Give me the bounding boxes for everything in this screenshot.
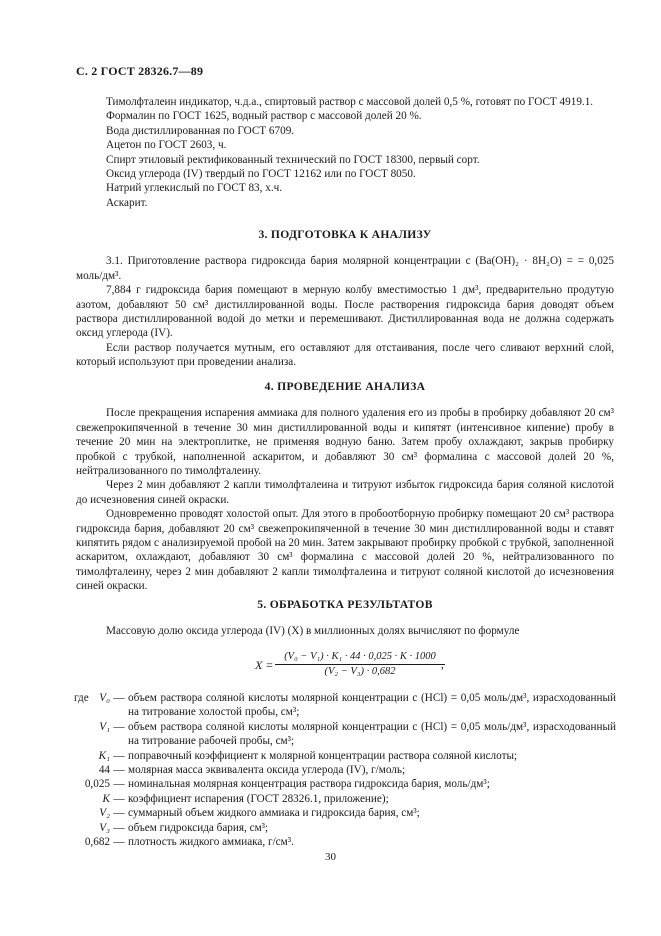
definition-symbol: 0,025 [84, 778, 110, 791]
definition-row [76, 792, 616, 806]
dash: — [113, 692, 125, 704]
reagent-item: Оксид углерода (IV) твердый по ГОСТ 12162 или по ГОСТ 8050. [106, 168, 416, 181]
dash: — [113, 821, 125, 834]
definition-text: поправочный коэффициент к молярной концентрации раствора соляной кислоты; [128, 749, 518, 762]
definition-symbol: K [102, 792, 110, 805]
dash: — [113, 807, 125, 820]
section-heading: 4. ПРОВЕДЕНИЕ АНАЛИЗА [264, 380, 426, 393]
reagent-item: Аскарит. [106, 196, 148, 209]
section-heading: 3. ПОДГОТОВКА К АНАЛИЗУ [258, 228, 432, 241]
variable-definitions [76, 691, 616, 849]
section-5 [76, 598, 614, 639]
reagent-item: Формалин по ГОСТ 1625, водный раствор с массовой долей 20 %. [106, 110, 422, 123]
reagent-item: Натрий углекислый по ГОСТ 83, х.ч. [106, 182, 283, 195]
paragraph: Одновременно проводят холостой опыт. Для этого в пробоотборную пробирку помещают 20 см³ раствора гидроксида бария, добавляют 20 см³ свежепрокипяченной в течение 30 мин дистиллированной воды и ставят кипятить рядом с анализируемой пробой на 20 мин. Затем закрывают пробирку пробкой с трубкой, заполненной аскаритом, охлаждают, добавляют 30 см³ формалина с массовой долей 20 %, нейтрализованного по тимолфталеину, через 2 мин добавляют 2 капли тимолфталеина и титруют соляной кислотой до исчезновения синей окраски. [76, 508, 614, 593]
formula [255, 650, 495, 680]
reagent-item: Вода дистиллированная по ГОСТ 6709. [106, 124, 295, 137]
reagent-item: Ацетон по ГОСТ 2603, ч. [106, 139, 227, 152]
dash: — [113, 792, 125, 805]
definition-row [76, 806, 616, 820]
definition-row [76, 777, 616, 791]
paragraph: Если раствор получается мутным, его оставляют для отстаивания, после чего сливают верхний слой, который используют при проведении анализа. [76, 341, 614, 369]
definition-row [76, 749, 616, 763]
paragraph: 3.1. Приготовление раствора гидроксида бария молярной концентрации c (Ba(OH)₂ · 8H₂O) = = 0,025 моль/дм³. [76, 255, 614, 282]
definition-symbol: 0,682 [84, 836, 110, 849]
section-4 [76, 380, 614, 594]
definition-row [76, 835, 616, 849]
dash: — [113, 764, 125, 777]
dash: — [113, 720, 125, 733]
reagents-list [76, 95, 614, 210]
formula-fraction [275, 650, 445, 678]
formula-tail: , [441, 659, 444, 671]
paragraph: После прекращения испарения аммиака для полного удаления его из пробы в пробирку добавляют 20 см³ свежепрокипяченной в течение 30 мин дистиллированной воды и кипятят (интенсивное кипение) пробу в течение 20 мин на электроплитке, не применяя водную баню. Затем пробу охлаждают, закрыв пробирку пробкой с трубкой, наполненной аскаритом, и добавляют 30 см³ формалина с массовой долей 20 %, нейтрализованного по тимолфталеину. [76, 407, 614, 478]
page-number: 30 [325, 851, 336, 863]
paragraph: Через 2 мин добавляют 2 капли тимолфталеина и титруют избыток гидроксида бария соляной кислотой до исчезновения синей окраски. [76, 479, 614, 506]
definition-text: плотность жидкого аммиака, г/см³. [128, 836, 294, 849]
definition-text: объем гидроксида бария, см³; [128, 821, 269, 834]
definition-row: где V₀ — объем раствора соляной кислоты молярной концентрации c (HCl) = 0,05 моль/дм³, израсходованный на титрование холостой пробы, см³; [74, 692, 616, 719]
definition-symbol: V₀ [99, 692, 110, 704]
definition-text: суммарный объем жидкого аммиака и гидроксида бария, см³; [128, 807, 420, 820]
running-header: С. 2 ГОСТ 28326.7—89 [76, 64, 204, 78]
definition-row [76, 720, 616, 749]
dash: — [113, 749, 125, 762]
reagent-item: Спирт этиловый ректификованный технический по ГОСТ 18300, первый сорт. [106, 153, 480, 166]
reagent-item: Тимолфталеин индикатор, ч.д.а., спиртовый раствор с массовой долей 0,5 %, готовят по ГОСТ 4919.1. [106, 96, 594, 108]
formula-numerator: (V₀ − V₁) · K₁ · 44 · 0,025 · K · 1000 [275, 650, 445, 665]
dash: — [113, 836, 125, 849]
section-heading: 5. ОБРАБОТКА РЕЗУЛЬТАТОВ [257, 598, 433, 611]
definition-symbol: V₃ [99, 821, 110, 834]
formula-denominator: (V₂ − V₃) · 0,682 [324, 666, 396, 677]
definition-text: номинальная молярная концентрация раствора гидроксида бария, моль/дм³; [128, 778, 490, 791]
dash: — [113, 778, 125, 791]
definition-text: объем раствора соляной кислоты молярной концентрации c (HCl) = 0,05 моль/дм³, израсходованный на титрование рабочей пробы, см³; [128, 720, 616, 748]
paragraph: 7,884 г гидроксида бария помещают в мерную колбу вместимостью 1 дм³, предварительно продутую азотом, добавляют 50 см³ дистиллированной воды. После растворения гидроксида бария доводят объем раствора дистиллированной водой до метки и перемешивают. Дистиллированная вода не должна содержать оксид углерода (IV). [76, 284, 614, 340]
definition-symbol: K₁ [98, 749, 110, 762]
definition-text: объем раствора соляной кислоты молярной концентрации c (HCl) = 0,05 моль/дм³, израсходованный на титрование холостой пробы, см³; [128, 692, 616, 719]
definition-row [76, 821, 616, 835]
definition-text: коэффициент испарения (ГОСТ 28326.1, приложение); [128, 792, 389, 805]
definition-row [76, 763, 616, 777]
formula-lhs: X = [255, 658, 274, 672]
section-3 [76, 228, 614, 370]
definition-text: молярная масса эквивалента оксида углерода (IV), г/моль; [128, 764, 406, 777]
definition-symbol: V₁ [99, 720, 110, 733]
definition-symbol: V₂ [99, 807, 110, 820]
formula-intro: Массовую долю оксида углерода (IV) (X) в миллионных долях вычисляют по формуле [106, 625, 520, 638]
definition-symbol: 44 [98, 764, 110, 777]
